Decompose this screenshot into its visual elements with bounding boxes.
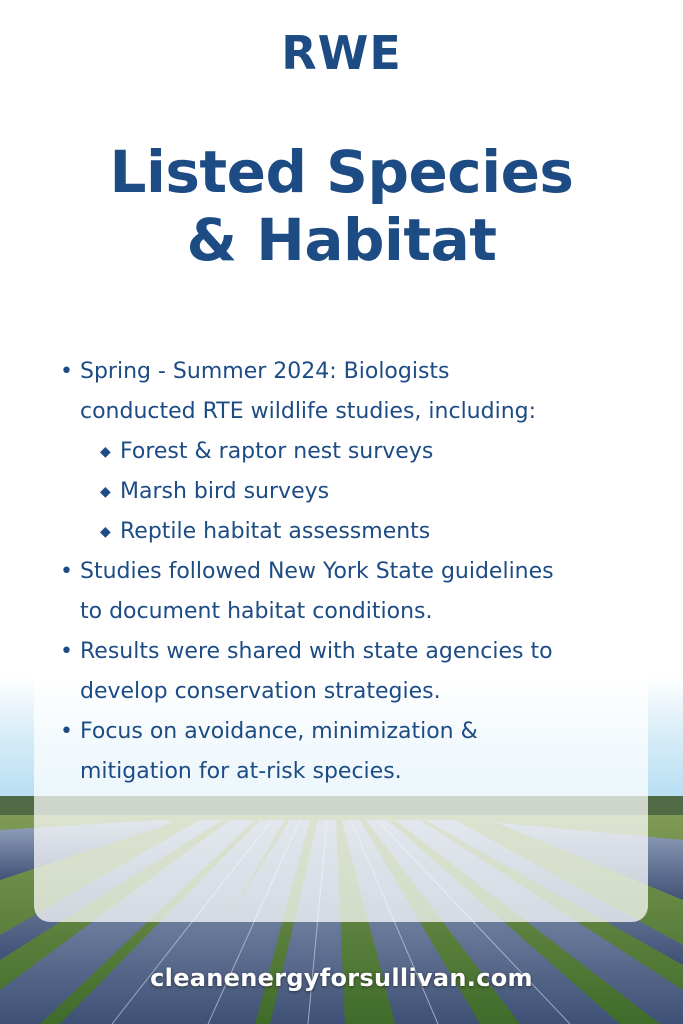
bullet-text: Focus on avoidance, minimization & mitigation for at-risk species.	[80, 719, 478, 784]
bullet-item	[60, 352, 630, 432]
bullet-item	[60, 552, 630, 632]
page-title	[0, 138, 683, 274]
bullet-dot-icon: •	[60, 639, 73, 664]
bullet-text: Studies followed New York State guidelines to document habitat conditions.	[80, 559, 554, 624]
website-url[interactable]: cleanenergyforsullivan.com	[150, 964, 533, 992]
bullet-dot-icon: •	[60, 559, 73, 584]
bullet-dot-icon: •	[60, 719, 73, 744]
diamond-icon: ◆	[100, 484, 111, 500]
bullet-dot-icon: •	[60, 359, 73, 384]
bullet-text: Results were shared with state agencies to develop conservation strategies.	[80, 639, 553, 704]
sub-bullet-item	[60, 472, 630, 512]
bullet-text: Spring - Summer 2024: Biologists conducted RTE wildlife studies, including:	[80, 359, 537, 424]
sub-bullet-text: Marsh bird surveys	[120, 479, 330, 504]
title-line-1: Listed Species	[109, 138, 574, 206]
sub-bullet-item	[60, 432, 630, 472]
diamond-icon: ◆	[100, 524, 111, 540]
diamond-icon: ◆	[100, 444, 111, 460]
rwe-logo: RWE	[281, 26, 402, 80]
bullet-item	[60, 632, 630, 712]
sub-bullet-item	[60, 512, 630, 552]
bullet-item	[60, 712, 630, 792]
sub-bullet-text: Reptile habitat assessments	[120, 519, 431, 544]
bullet-list	[60, 352, 630, 792]
title-line-2: & Habitat	[186, 206, 497, 274]
sub-bullet-text: Forest & raptor nest surveys	[120, 439, 434, 464]
